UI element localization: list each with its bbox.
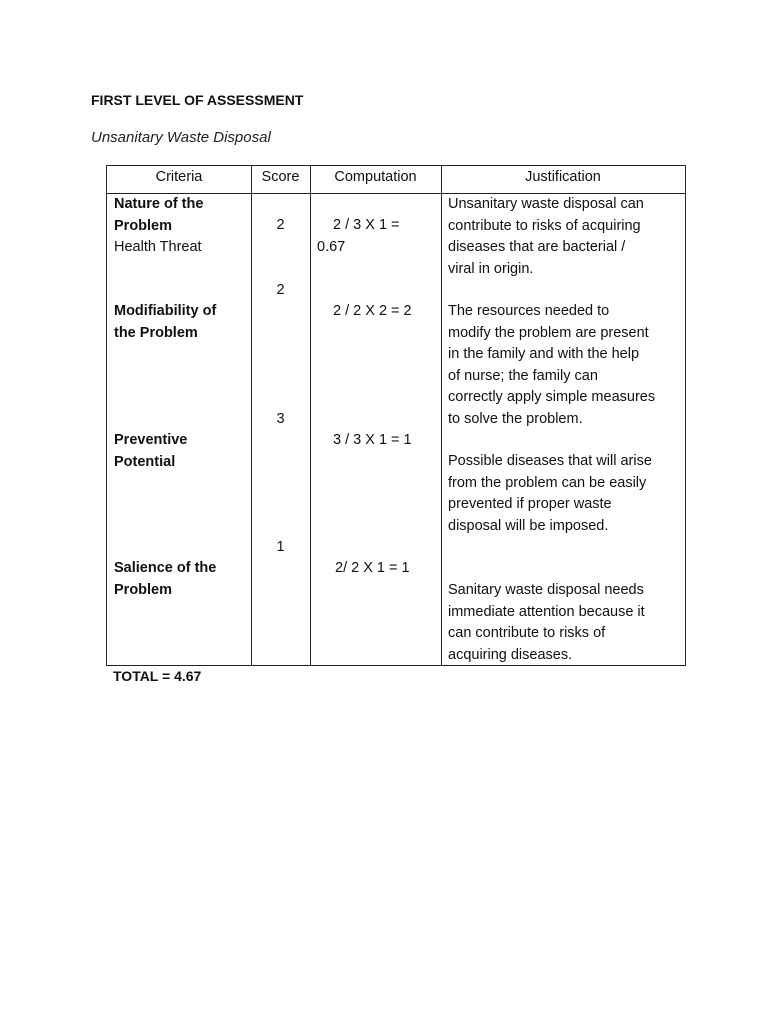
score-modifiability: 2	[276, 282, 285, 298]
justification-line: viral in origin.	[448, 260, 534, 277]
justification-line: Possible diseases that will arise	[448, 453, 652, 469]
document-subtitle: Unsanitary Waste Disposal	[91, 129, 271, 146]
criteria-nature	[114, 194, 203, 259]
header-criteria: Criteria	[155, 169, 203, 185]
justification-line: of nurse; the family can	[448, 367, 598, 384]
criteria-preventive-line1: Preventive	[114, 432, 188, 448]
column-divider	[441, 166, 442, 665]
computation-modifiability: 2 / 2 X 2 = 2	[333, 303, 412, 319]
score-salience: 1	[276, 539, 285, 555]
justification-salience	[448, 580, 645, 666]
criteria-modifiability	[114, 301, 216, 344]
justification-line: Sanitary waste disposal needs	[448, 582, 644, 598]
justification-line: disposal will be imposed.	[448, 517, 609, 534]
justification-line: contribute to risks of acquiring	[448, 217, 641, 234]
computation-preventive: 3 / 3 X 1 = 1	[333, 432, 412, 448]
assessment-table	[106, 165, 686, 666]
computation-nature-line2: 0.67	[317, 238, 346, 255]
justification-nature	[448, 194, 644, 280]
document-heading: FIRST LEVEL OF ASSESSMENT	[91, 92, 304, 108]
computation-nature	[317, 215, 400, 258]
criteria-nature-sub: Health Threat	[114, 239, 202, 255]
justification-line: in the family and with the help	[448, 346, 640, 362]
criteria-salience-line1: Salience of the	[114, 560, 217, 576]
justification-preventive	[448, 451, 652, 537]
justification-line: The resources needed to	[448, 303, 610, 319]
justification-line: prevented if proper waste	[448, 496, 612, 512]
header-score: Score	[261, 169, 300, 185]
header-computation: Computation	[334, 169, 417, 185]
justification-line: diseases that are bacterial /	[448, 239, 626, 255]
justification-line: immediate attention because it	[448, 603, 645, 620]
criteria-salience	[114, 558, 216, 601]
score-nature: 2	[276, 217, 285, 233]
header-justification: Justification	[525, 169, 601, 185]
criteria-modifiability-line1: Modifiability of	[114, 303, 217, 319]
justification-line: modify the problem are present	[448, 324, 649, 341]
justification-line: can contribute to risks of	[448, 625, 606, 641]
criteria-preventive	[114, 430, 187, 473]
criteria-nature-line2: Problem	[114, 217, 173, 234]
justification-line: from the problem can be easily	[448, 474, 647, 491]
column-divider	[310, 166, 311, 665]
justification-line: to solve the problem.	[448, 410, 583, 427]
computation-salience: 2/ 2 X 1 = 1	[335, 560, 410, 576]
criteria-salience-line2: Problem	[114, 581, 173, 598]
criteria-modifiability-line2: the Problem	[114, 324, 198, 341]
total-score: TOTAL = 4.67	[113, 668, 202, 684]
justification-line: acquiring diseases.	[448, 646, 573, 663]
score-preventive: 3	[276, 411, 285, 427]
justification-line: Unsanitary waste disposal can	[448, 196, 644, 212]
computation-nature-line1: 2 / 3 X 1 =	[333, 217, 400, 233]
criteria-nature-line1: Nature of the	[114, 196, 204, 212]
justification-modifiability	[448, 301, 655, 430]
criteria-preventive-line2: Potential	[114, 453, 176, 470]
justification-line: correctly apply simple measures	[448, 389, 656, 405]
